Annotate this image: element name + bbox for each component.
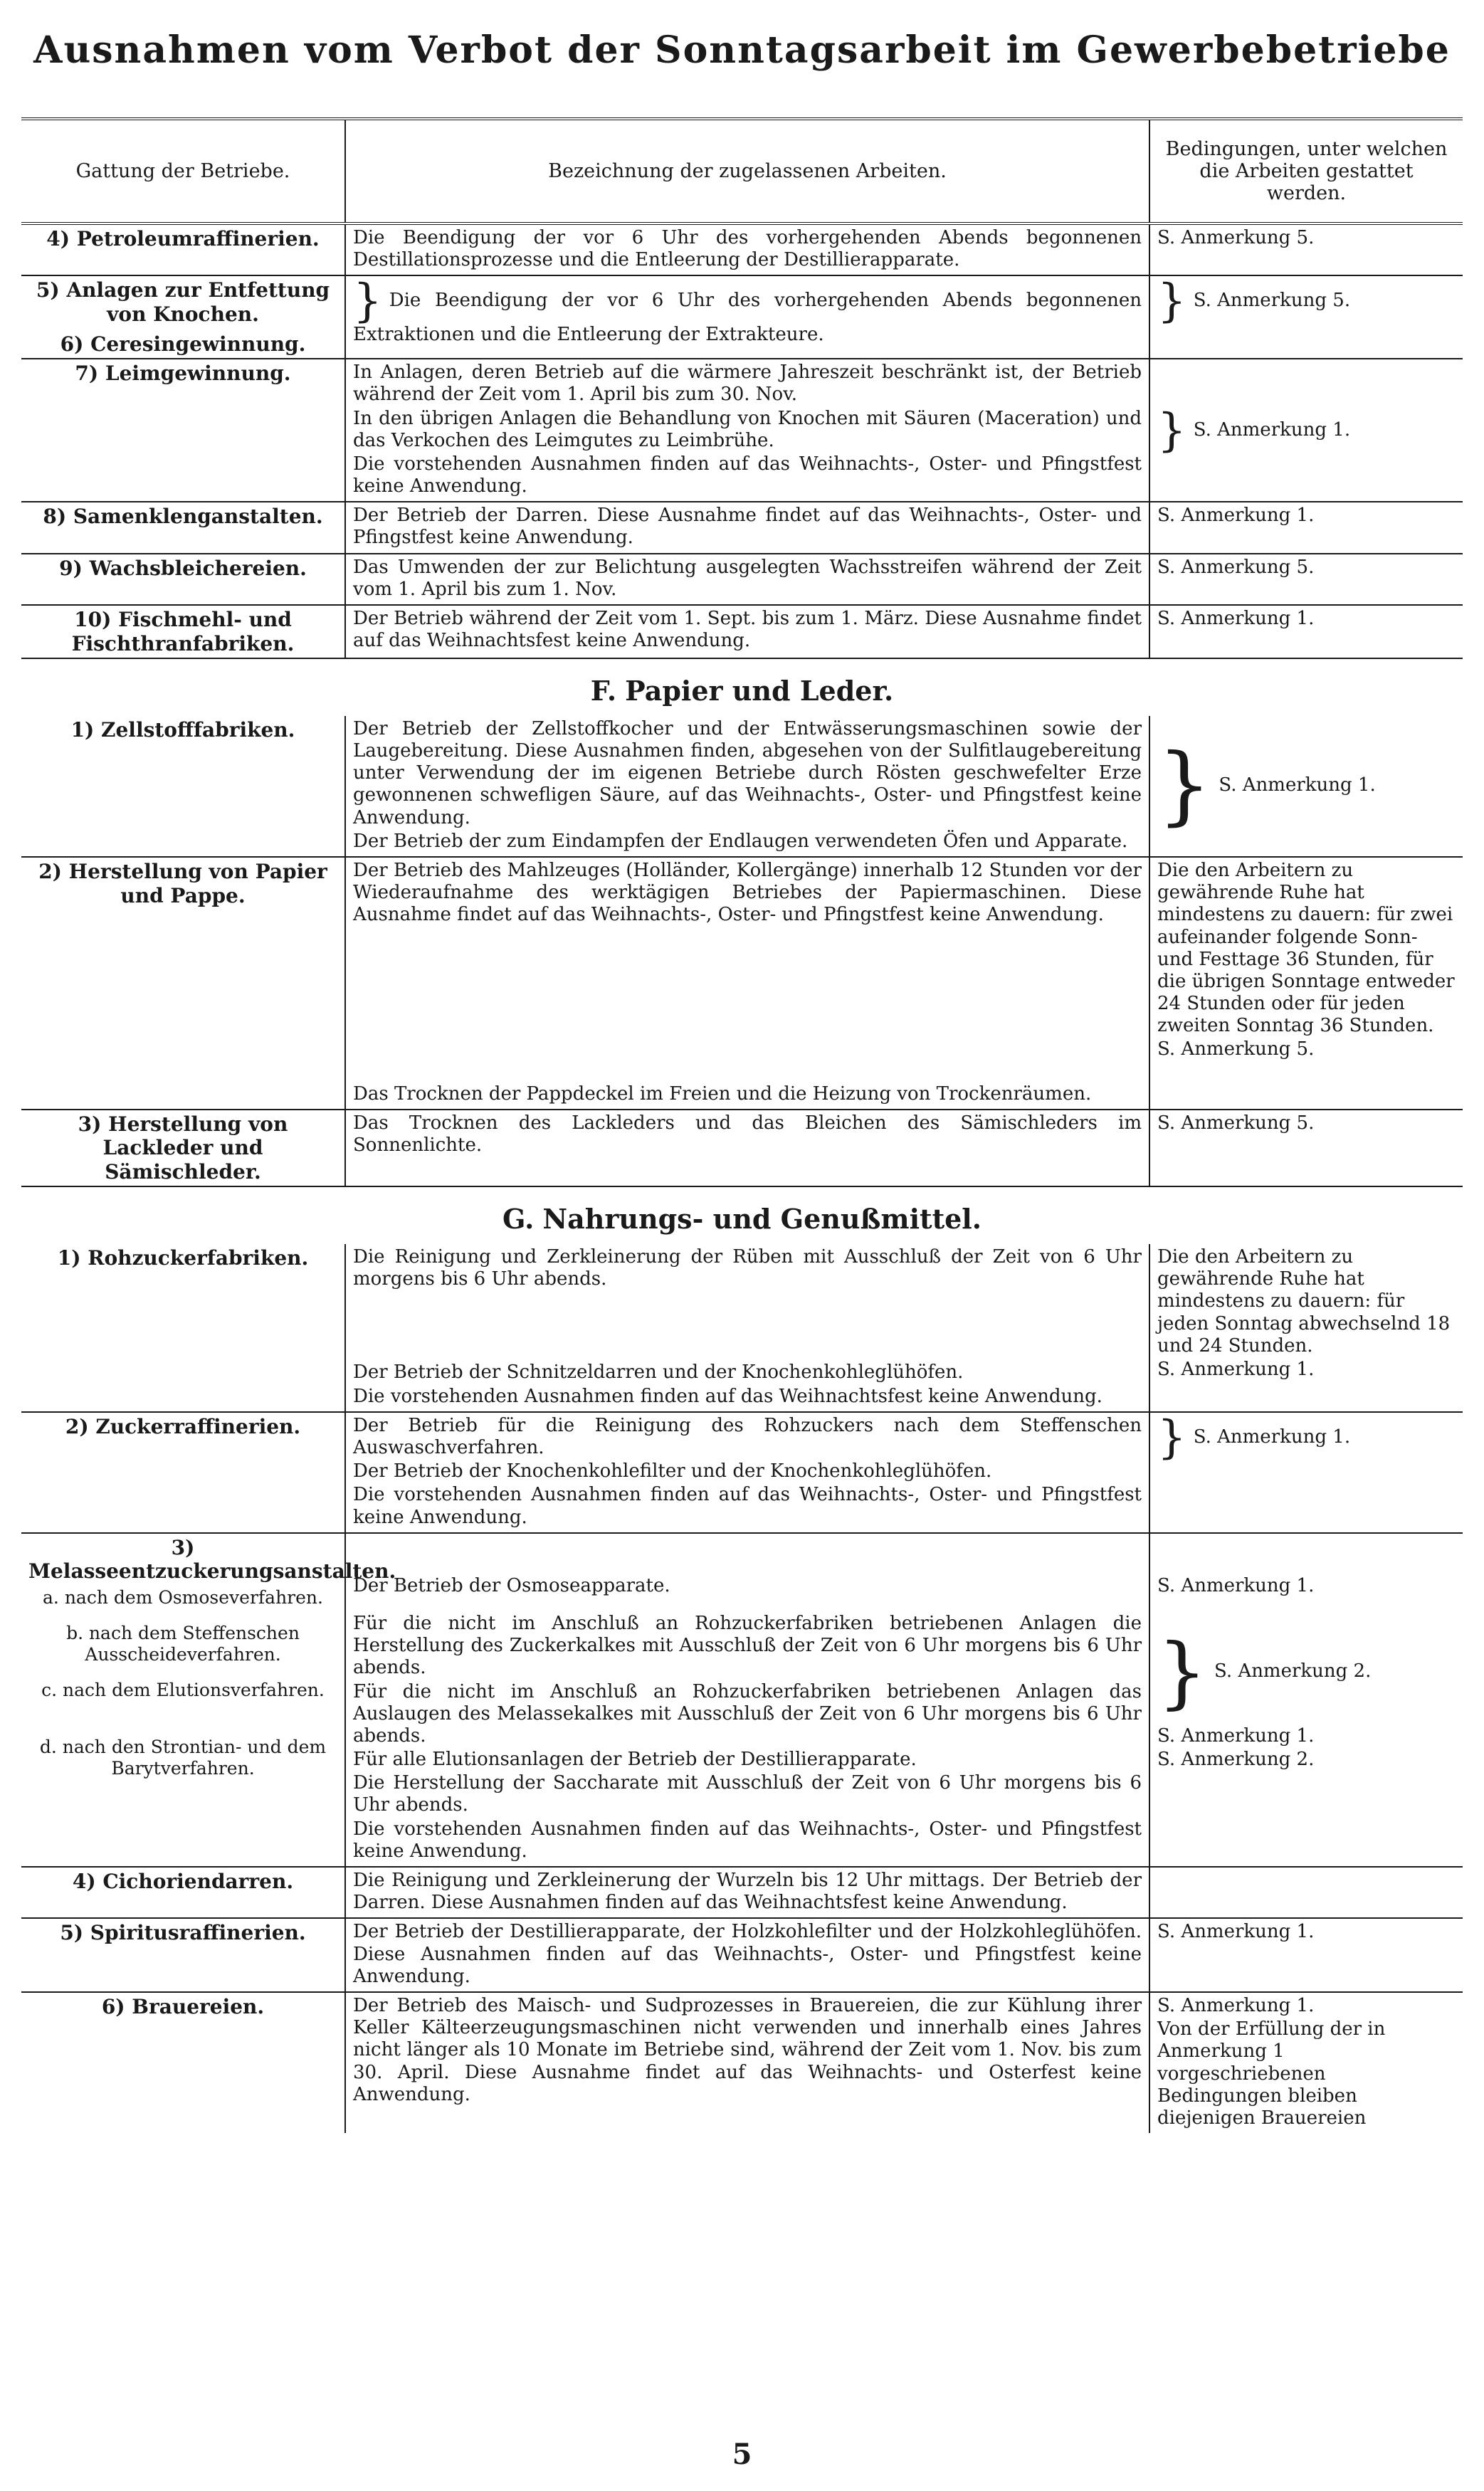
row-work: Die Reinigung und Zerkleinerung der Rüben mit Ausschluß der Zeit von 6 Uhr morgens bis 6 Uhr abends. Der Betrieb der Schnitzeldarren und der Knochenkohleglühöfen. Die vorstehenden Ausnahmen finden auf das Weihnachtsfest keine Anwendung. bbox=[345, 1244, 1149, 1412]
row-category: 1) Zellstofffabriken. bbox=[21, 716, 345, 857]
row-condition: S. Anmerkung 1. bbox=[1149, 502, 1463, 553]
row-condition: S. Anmerkung 1. bbox=[1149, 1918, 1463, 1992]
row-condition: } S. Anmerkung 1. bbox=[1149, 1412, 1463, 1533]
table-row bbox=[21, 359, 1463, 502]
row-condition: Die den Arbeitern zu gewährende Ruhe hat mindestens zu dauern: für jeden Sonntag abwechselnd 18 und 24 Stunden. S. Anmerkung 1. bbox=[1149, 1244, 1463, 1412]
row-work: Der Betrieb der Zellstoffkocher und der Entwässerungsmaschinen sowie der Laugebereitung. Diese Ausnahmen finden, abgesehen von der Sulfitlaugebereitung unter Verwendung der im eigenen Betriebe durch Rösten geschwefelter Erze gewonnenen schwefligen Säure, auf das Weihnachts-, Oster- und Pfingstfest keine Anwendung. Der Betrieb der zum Eindampfen der Endlaugen verwendeten Öfen und Apparate. bbox=[345, 716, 1149, 857]
row-category: 2) Herstellung von Papier und Pappe. bbox=[21, 857, 345, 1110]
table-row bbox=[21, 605, 1463, 658]
table-row bbox=[21, 1918, 1463, 1992]
table-row bbox=[21, 857, 1463, 1110]
header-work: Bezeichnung der zugelassenen Arbeiten. bbox=[345, 119, 1149, 223]
row-category: 5) Anlagen zur Entfettung von Knochen. 6) Ceresingewinnung. bbox=[21, 275, 345, 359]
row-category: 1) Rohzuckerfabriken. bbox=[21, 1244, 345, 1412]
table-row bbox=[21, 1992, 1463, 2133]
row-condition: } S. Anmerkung 1. bbox=[1149, 359, 1463, 502]
table-row bbox=[21, 1867, 1463, 1918]
exceptions-table bbox=[21, 117, 1463, 2133]
brace-icon: } bbox=[353, 275, 382, 328]
table-row bbox=[21, 1110, 1463, 1187]
brace-icon: } bbox=[1157, 1411, 1186, 1464]
table-header-row bbox=[21, 119, 1463, 223]
row-category: 7) Leimgewinnung. bbox=[21, 359, 345, 502]
row-category: 9) Wachsbleichereien. bbox=[21, 554, 345, 605]
row-condition bbox=[1149, 1867, 1463, 1918]
header-category: Gattung der Betriebe. bbox=[21, 119, 345, 223]
row-category: 6) Brauereien. bbox=[101, 1994, 265, 2018]
row-work: In Anlagen, deren Betrieb auf die wärmere Jahreszeit beschränkt ist, der Betrieb während der Zeit vom 1. April bis zum 30. Nov. In den übrigen Anlagen die Behandlung von Knochen mit Säuren (Maceration) und das Verkochen des Leimgutes zu Leimbrühe. Die vorstehenden Ausnahmen finden auf das Weihnachts-, Oster- und Pfingstfest keine Anwendung. bbox=[345, 359, 1149, 502]
brace-icon: } bbox=[1157, 404, 1186, 457]
row-category: 8) Samenklenganstalten. bbox=[21, 502, 345, 553]
row-category: 3) Melasseentzuckerungsanstalten. a. nach dem Osmoseverfahren. b. nach dem Steffenschen Ausscheideverfahren. c. nach dem Elutionsverfahren. d. nach den Strontian- und dem Barytverfahren. bbox=[21, 1533, 345, 1867]
row-condition: } S. Anmerkung 5. bbox=[1149, 275, 1463, 359]
table-row bbox=[21, 1244, 1463, 1412]
table-row bbox=[21, 716, 1463, 857]
header-conditions: Bedingungen, unter welchen die Arbeiten gestattet werden. bbox=[1149, 119, 1463, 223]
table-row bbox=[21, 554, 1463, 605]
row-work: Der Betrieb der Osmoseapparate. Für die nicht im Anschluß an Rohzuckerfabriken betriebenen Anlagen die Herstellung des Zuckerkalkes mit Ausschluß der Zeit von 6 Uhr morgens bis 6 Uhr abends. Für die nicht im Anschluß an Rohzuckerfabriken betriebenen Anlagen das Auslaugen des Melassekalkes mit Ausschluß der Zeit von 6 Uhr morgens bis 6 Uhr abends. Für alle Elutionsanlagen der Betrieb der Destillierapparate. Die Herstellung der Saccharate mit Ausschluß der Zeit von 6 Uhr morgens bis 6 Uhr abends. Die vorstehenden Ausnahmen finden auf das Weihnachts-, Oster- und Pfingstfest keine Anwendung. bbox=[345, 1533, 1149, 1867]
row-condition: Die den Arbeitern zu gewährende Ruhe hat mindestens zu dauern: für zwei aufeinander folgende Sonn- und Festtage 36 Stunden, für die übrigen Sonntage entweder 24 Stunden oder für jeden zweiten Sonntag 36 Stunden. S. Anmerkung 5. bbox=[1149, 857, 1463, 1110]
row-work: Der Betrieb des Mahlzeuges (Holländer, Kollergänge) innerhalb 12 Stunden vor der Wiederaufnahme des werktägigen Betriebes der Papiermaschinen. Diese Ausnahme findet auf das Weihnachts-, Oster- und Pfingstfest keine Anwendung. Das Trocknen der Pappdeckel im Freien und die Heizung von Trockenräumen. bbox=[345, 857, 1149, 1110]
row-condition: S. Anmerkung 5. bbox=[1149, 1110, 1463, 1187]
row-condition: } S. Anmerkung 1. bbox=[1149, 716, 1463, 857]
row-category: 10) Fischmehl- und Fischthranfabriken. bbox=[21, 605, 345, 658]
row-category: 4) Cichoriendarren. bbox=[21, 1867, 345, 1918]
row-category: 2) Zuckerraffinerien. bbox=[21, 1412, 345, 1533]
row-work: Der Betrieb der Destillierapparate, der Holzkohlefilter und der Holzkohleglühöfen. Diese Ausnahmen finden auf das Weihnachts-, Oster- und Pfingstfest keine Anwendung. bbox=[345, 1918, 1149, 1992]
row-condition: S. Anmerkung 1. bbox=[1149, 605, 1463, 658]
row-condition: S. Anmerkung 5. bbox=[1149, 223, 1463, 275]
row-condition: S. Anmerkung 5. bbox=[1149, 554, 1463, 605]
row-category: 3) Herstellung von Lackleder und Sämischleder. bbox=[21, 1110, 345, 1187]
row-work: Die Reinigung und Zerkleinerung der Wurzeln bis 12 Uhr mittags. Der Betrieb der Darren. Diese Ausnahmen finden auf das Weihnachtsfest keine Anwendung. bbox=[345, 1867, 1149, 1918]
table-row bbox=[21, 1412, 1463, 1533]
row-work: Die Beendigung der vor 6 Uhr des vorhergehenden Abends begonnenen Destillationsprozesse und die Entleerung der Destillierapparate. bbox=[345, 223, 1149, 275]
table-row bbox=[21, 502, 1463, 553]
section-heading-g: G. Nahrungs- und Genußmittel. bbox=[502, 1203, 982, 1236]
brace-icon: } bbox=[1157, 736, 1212, 836]
row-work: Der Betrieb für die Reinigung des Rohzuckers nach dem Steffenschen Auswaschverfahren. Der Betrieb der Knochenkohlefilter und der Knochenkohleglühöfen. Die vorstehenden Ausnahmen finden auf das Weihnachts-, Oster- und Pfingstfest keine Anwendung. bbox=[345, 1412, 1149, 1533]
row-work: Der Betrieb des Maisch- und Sudprozesses in Brauereien, die zur Kühlung ihrer Keller Kälteerzeugungsmaschinen nicht verwenden und innerhalb eines Jahres nicht länger als 10 Monate im Betriebe sind, während der Zeit vom 1. Nov. bis zum 30. April. Diese Ausnahme findet auf das Weihnachts- und Osterfest keine Anwendung. bbox=[345, 1992, 1149, 2133]
row-condition: S. Anmerkung 1. Von der Erfüllung der in Anmerkung 1 vorgeschriebenen Bedingungen bleiben diejenigen Brauereien bbox=[1149, 1992, 1463, 2133]
section-heading-f: F. Papier und Leder. bbox=[590, 675, 894, 707]
table-row bbox=[21, 1533, 1463, 1867]
row-work: Der Betrieb während der Zeit vom 1. Sept. bis zum 1. März. Diese Ausnahme findet auf das Weihnachtsfest keine Anwendung. bbox=[345, 605, 1149, 658]
table-row bbox=[21, 223, 1463, 275]
page-number: 5 bbox=[732, 2438, 752, 2471]
row-work: Das Umwenden der zur Belichtung ausgelegten Wachsstreifen während der Zeit vom 1. April bis zum 1. Nov. bbox=[345, 554, 1149, 605]
row-category: 4) Petroleumraffinerien. bbox=[21, 223, 345, 275]
row-condition: S. Anmerkung 1. } S. Anmerkung 2. S. Anmerkung 1. S. Anmerkung 2. bbox=[1149, 1533, 1463, 1867]
row-work: Der Betrieb der Darren. Diese Ausnahme findet auf das Weihnachts-, Oster- und Pfingstfest keine Anwendung. bbox=[345, 502, 1149, 553]
table-row bbox=[21, 275, 1463, 359]
row-work: Das Trocknen des Lackleders und das Bleichen des Sämischleders im Sonnenlichte. bbox=[345, 1110, 1149, 1187]
brace-icon: } bbox=[1157, 275, 1186, 328]
brace-icon: } bbox=[1157, 1626, 1207, 1717]
row-work: } Die Beendigung der vor 6 Uhr des vorhergehenden Abends begonnenen Extraktionen und die Entleerung der Extrakteure. bbox=[345, 275, 1149, 359]
row-category: 5) Spiritusraffinerien. bbox=[21, 1918, 345, 1992]
page-title: Ausnahmen vom Verbot der Sonntagsarbeit im Gewerbebetriebe bbox=[33, 28, 1451, 72]
